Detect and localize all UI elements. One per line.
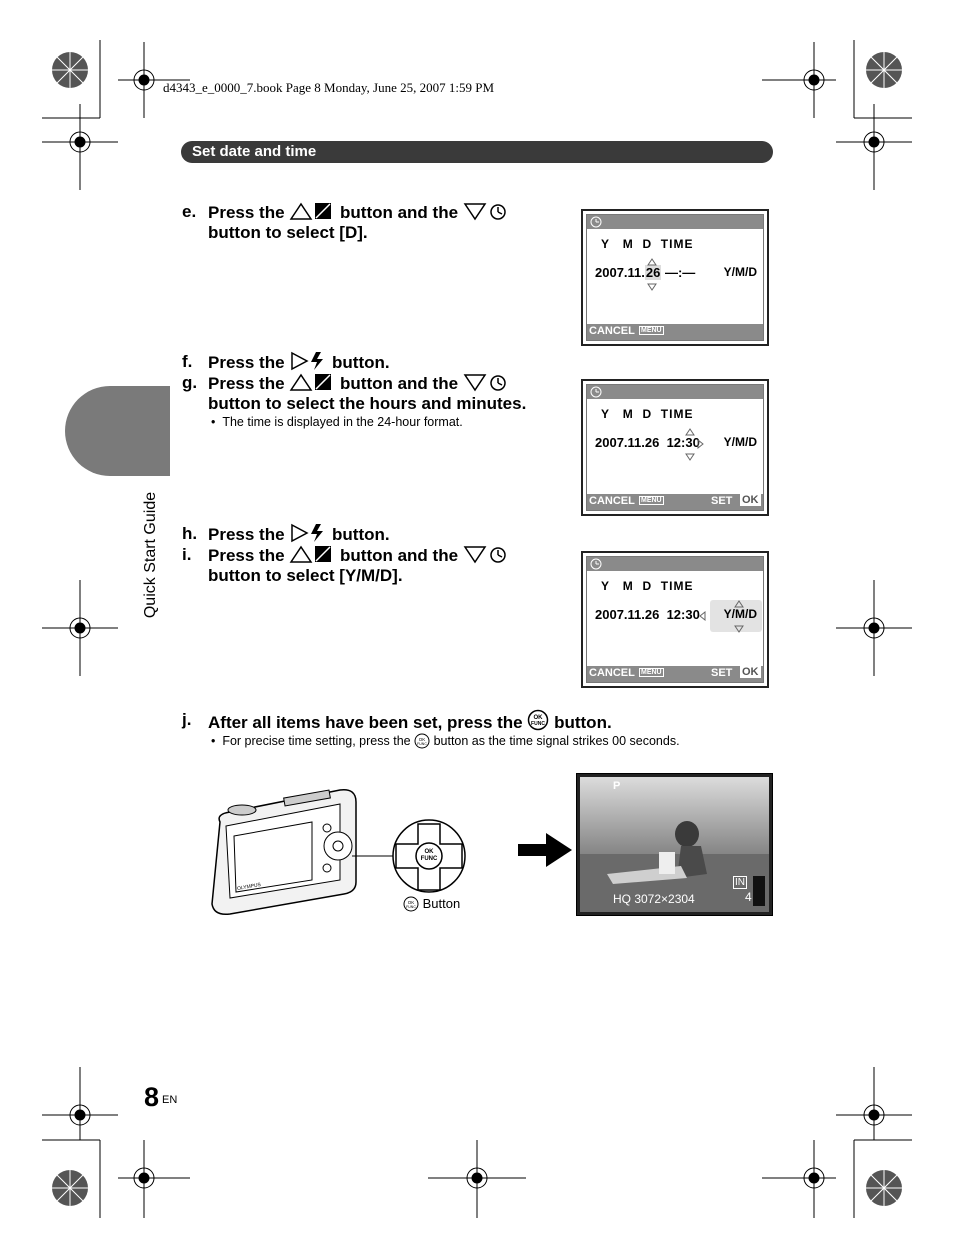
step-letter: e. bbox=[182, 202, 197, 221]
step-text: button. bbox=[554, 713, 612, 732]
step-letter: g. bbox=[182, 373, 198, 392]
ok-func-button-icon bbox=[527, 709, 549, 731]
step-g-note: • The time is displayed in the 24-hour format. bbox=[211, 415, 463, 429]
svg-text:FUNC: FUNC bbox=[417, 742, 427, 746]
lcd-screen-date bbox=[581, 209, 769, 346]
lcd-fields: Y M D TIME bbox=[601, 407, 694, 421]
lcd-screen-ymd bbox=[581, 551, 769, 688]
right-flash-icon bbox=[289, 523, 327, 543]
lcd-datetime: 2007.11.26 —:— bbox=[595, 265, 696, 280]
step-text: button. bbox=[332, 525, 390, 544]
step-j bbox=[182, 709, 742, 731]
lcd-datetime: 2007.11.26 12:30 bbox=[595, 435, 700, 450]
updown-arrows-icon bbox=[683, 427, 707, 461]
step-text: button and the bbox=[340, 546, 459, 565]
photo-quality: IN bbox=[735, 877, 745, 888]
clock-icon bbox=[590, 386, 604, 400]
lcd-ok-badge: OK bbox=[742, 494, 759, 506]
side-tab bbox=[65, 386, 170, 476]
photo-resolution: HQ 3072×2304 bbox=[613, 892, 695, 906]
svg-text:OK: OK bbox=[533, 715, 543, 721]
lcd-ymd: Y/M/D bbox=[723, 265, 757, 279]
step-text: button to select [D]. bbox=[208, 223, 368, 242]
step-text: Press the bbox=[208, 525, 285, 544]
camera-brand: OLYMPUS bbox=[236, 881, 262, 893]
up-exposure-icon bbox=[289, 372, 335, 392]
step-text: Press the bbox=[208, 353, 285, 372]
right-flash-icon bbox=[289, 351, 327, 371]
svg-text:FUNC: FUNC bbox=[406, 905, 416, 909]
step-text: Press the bbox=[208, 546, 285, 565]
print-header: d4343_e_0000_7.book Page 8 Monday, June 25, 2007 1:59 PM bbox=[163, 80, 495, 95]
step-text: Press the bbox=[208, 203, 285, 222]
step-e bbox=[182, 201, 572, 245]
lcd-menu-badge: MENU bbox=[641, 497, 662, 504]
step-text: Press the bbox=[208, 374, 285, 393]
lcd-fields: Y M D TIME bbox=[601, 579, 694, 593]
down-selftimer-icon bbox=[463, 372, 509, 392]
page-lang: EN bbox=[162, 1094, 178, 1106]
clock-icon bbox=[590, 216, 604, 230]
step-text: button. bbox=[332, 353, 390, 372]
svg-text:OK: OK bbox=[407, 900, 415, 905]
button-caption: OK FUNC Button bbox=[403, 896, 460, 912]
lcd-set: SET bbox=[711, 495, 733, 507]
section-title: Set date and time bbox=[192, 143, 317, 160]
step-text: button and the bbox=[340, 374, 459, 393]
down-selftimer-icon bbox=[463, 201, 509, 221]
up-exposure-icon bbox=[289, 201, 335, 221]
svg-text:FUNC: FUNC bbox=[531, 721, 546, 727]
updown-arrows-icon bbox=[645, 257, 659, 291]
step-f bbox=[182, 351, 572, 373]
lcd-screen-time bbox=[581, 379, 769, 516]
photo-count: 4 bbox=[745, 890, 752, 904]
step-text: After all items have been set, press the bbox=[208, 713, 523, 732]
step-h bbox=[182, 523, 572, 545]
lcd-ymd: Y/M/D bbox=[723, 435, 757, 449]
step-text: button to select the hours and minutes. bbox=[208, 394, 527, 413]
lcd-datetime: 2007.11.26 12:30 bbox=[595, 607, 700, 622]
lcd-set: SET bbox=[711, 667, 733, 679]
lcd-ok-badge: OK bbox=[742, 666, 759, 678]
step-letter: i. bbox=[182, 545, 192, 564]
side-label: Quick Start Guide bbox=[142, 491, 159, 619]
lcd-menu-badge: MENU bbox=[641, 327, 662, 334]
ok-func-button-icon bbox=[403, 896, 419, 912]
step-j-note: • For precise time setting, press the OK FUNC button as the time signal strikes 00 seconds. bbox=[211, 734, 680, 748]
clock-icon bbox=[590, 558, 604, 572]
lcd-fields: Y M D TIME bbox=[601, 237, 694, 251]
step-letter: f. bbox=[182, 352, 193, 371]
photo-preview bbox=[576, 773, 773, 916]
down-selftimer-icon bbox=[463, 544, 509, 564]
step-letter: h. bbox=[182, 524, 198, 543]
lcd-cancel: CANCEL bbox=[589, 495, 635, 507]
photo-mode: P bbox=[613, 780, 621, 792]
step-text: button and the bbox=[340, 203, 459, 222]
lcd-day-selected: 26 bbox=[645, 265, 661, 280]
dpad-ok-label: OK FUNC bbox=[420, 849, 438, 862]
lcd-menu-badge: MENU bbox=[641, 669, 662, 676]
step-i bbox=[182, 544, 572, 588]
right-arrow-icon bbox=[518, 833, 572, 867]
svg-text:OK: OK bbox=[418, 737, 426, 742]
ok-func-button-icon bbox=[414, 733, 430, 749]
step-letter: j. bbox=[182, 710, 192, 729]
step-text: button to select [Y/M/D]. bbox=[208, 566, 403, 585]
page-number: 8 bbox=[144, 1082, 160, 1112]
lcd-ymd: Y/M/D bbox=[723, 607, 757, 621]
up-exposure-icon bbox=[289, 544, 335, 564]
lcd-cancel: CANCEL bbox=[589, 667, 635, 679]
lcd-cancel: CANCEL bbox=[589, 325, 635, 337]
section-title-bar bbox=[181, 141, 773, 163]
